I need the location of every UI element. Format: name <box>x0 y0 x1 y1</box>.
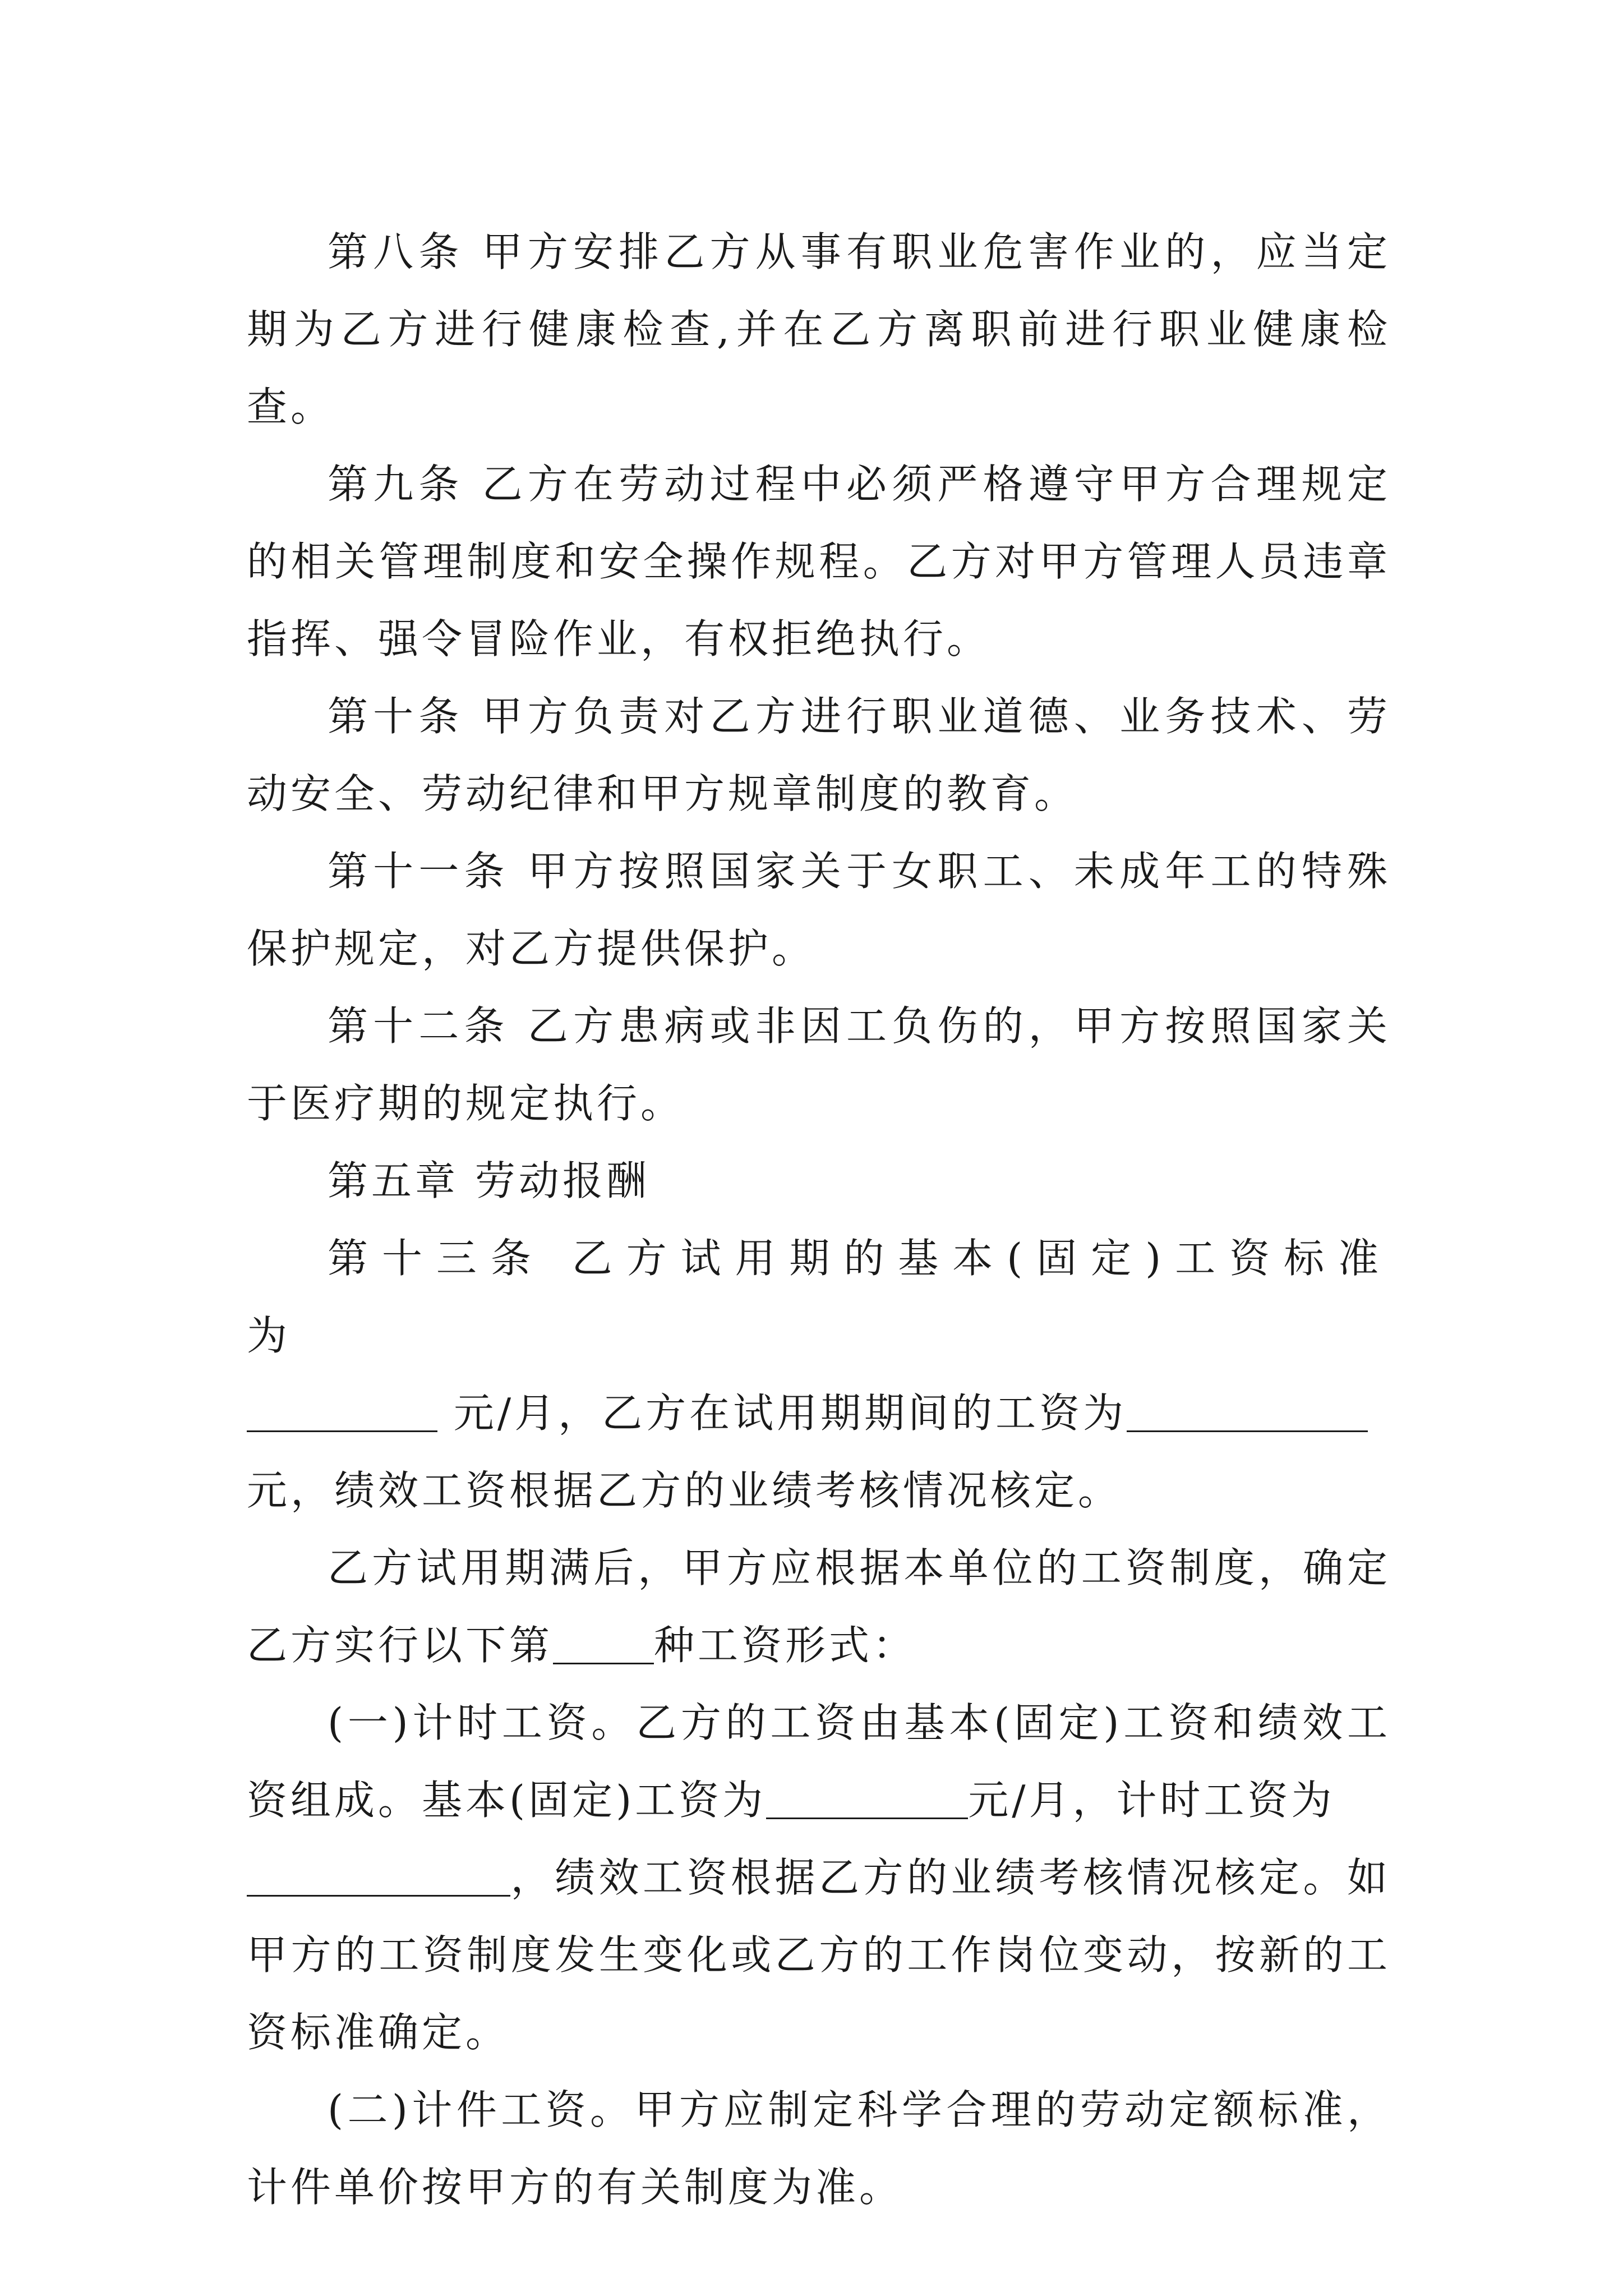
piece-wage-paragraph: (二)计件工资。甲方应制定科学合理的劳动定额标准，计件单价按甲方的有关制度为准。 <box>247 2086 1391 2211</box>
probation-wage-blank[interactable] <box>1127 1394 1368 1432</box>
article-13-text-3: 元，绩效工资根据乙方的业绩考核情况核定。 <box>247 1467 1122 1514</box>
time-wage-paragraph <box>247 1684 1391 2071</box>
time-wage-blank[interactable] <box>247 1858 510 1897</box>
article-13-text-1: 第十三条 乙方试用期的基本(固定)工资标准为 <box>247 1235 1391 1359</box>
wage-form-text-1: 乙方试用期满后，甲方应根据本单位的工资制度，确定乙方实行以下第 <box>247 1544 1391 1669</box>
article-13-paragraph <box>247 1220 1391 1529</box>
base-wage-blank[interactable] <box>766 1781 968 1819</box>
article-10-paragraph: 第十条 甲方负责对乙方进行职业道德、业务技术、劳动安全、劳动纪律和甲方规章制度的教育。 <box>247 693 1391 817</box>
article-11-paragraph: 第十一条 甲方按照国家关于女职工、未成年工的特殊保护规定，对乙方提供保护。 <box>247 848 1391 972</box>
time-wage-text-1: (一)计时工资。乙方的工资由基本(固定)工资和绩效工资组成。基本(固定)工资为 <box>247 1699 1391 1824</box>
time-wage-text-2: 元/月，计时工资为 <box>968 1777 1335 1824</box>
wage-form-paragraph <box>247 1529 1391 1684</box>
article-12-paragraph: 第十二条 乙方患病或非因工负伤的，甲方按照国家关于医疗期的规定执行。 <box>247 1002 1391 1127</box>
probation-base-wage-blank[interactable] <box>247 1394 437 1432</box>
chapter-5-heading: 第五章 劳动报酬 <box>328 1157 650 1204</box>
article-13-text-2: 元/月，乙方在试用期期间的工资为 <box>437 1389 1127 1437</box>
article-9-paragraph: 第九条 乙方在劳动过程中必须严格遵守甲方合理规定的相关管理制度和安全操作规程。乙方对甲方管理人员违章指挥、强令冒险作业，有权拒绝执行。 <box>247 461 1391 662</box>
wage-form-number-blank[interactable] <box>553 1626 654 1664</box>
time-wage-text-3: ，绩效工资根据乙方的业绩考核情况核定。如甲方的工资制度发生变化或乙方的工作岗位变动，按新的工资标准确定。 <box>247 1854 1391 2056</box>
document-body <box>247 213 1391 2226</box>
article-8-paragraph: 第八条 甲方安排乙方从事有职业危害作业的，应当定期为乙方进行健康检查,并在乙方离职前进行职业健康检查。 <box>247 228 1391 430</box>
wage-form-text-2: 种工资形式： <box>654 1622 917 1669</box>
